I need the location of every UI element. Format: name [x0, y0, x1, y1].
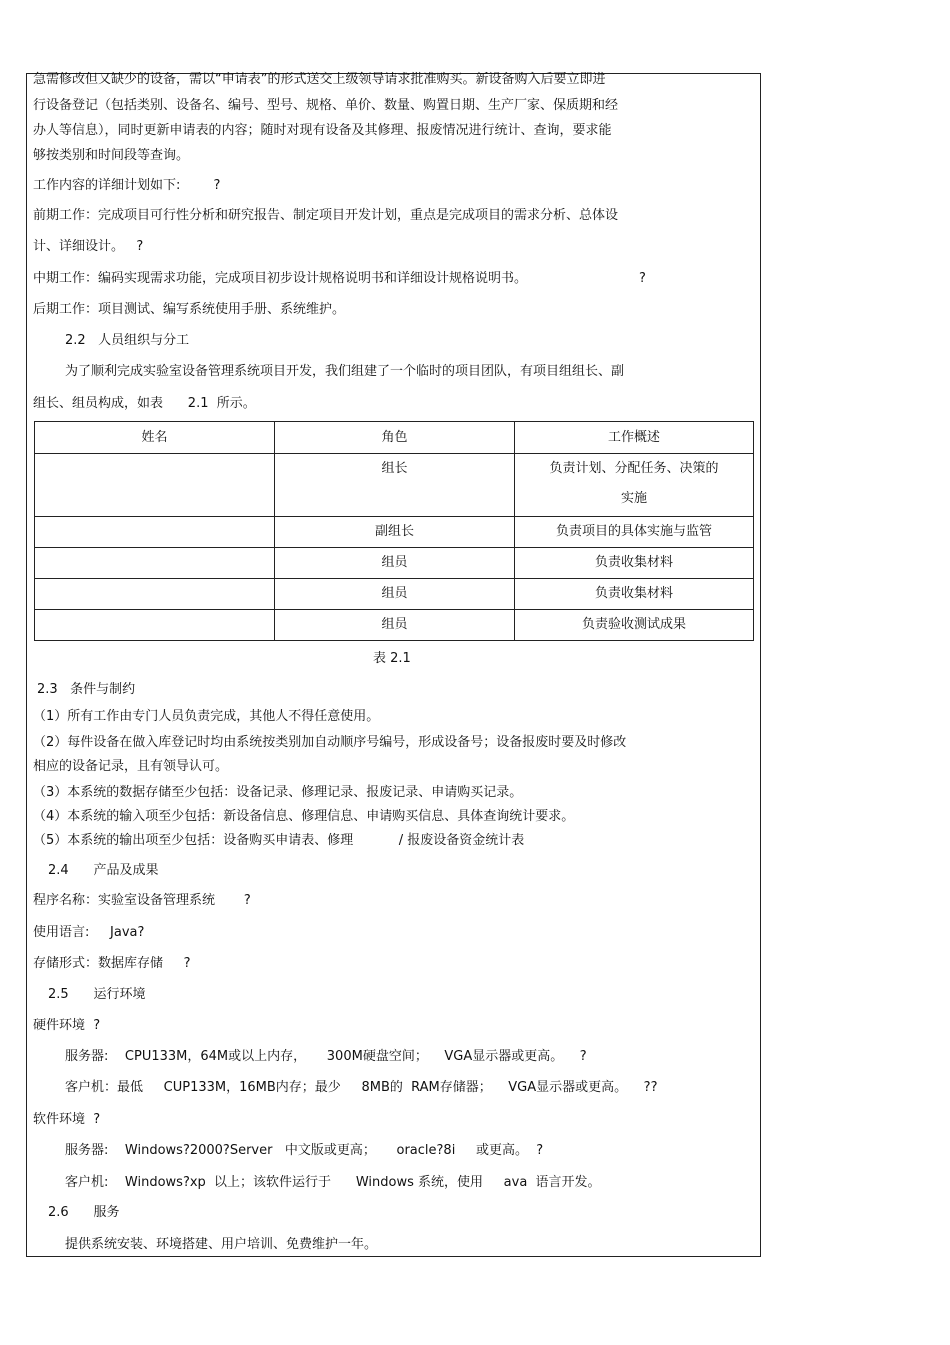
table-row	[35, 454, 754, 517]
intro-line-4: 够按类别和时间段等查询。	[33, 148, 190, 163]
constraint-item: 相应的设备记录，且有领导认可。	[33, 759, 229, 774]
section-2-2-para-line-2: 组长、组员构成，如表 2.1 所示。	[33, 396, 256, 411]
cell-role: 组员	[275, 610, 515, 641]
software-client: 客户机: Windows?xp 以上；该软件运行于 Windows 系统，使用 ava 语言开发。	[65, 1175, 601, 1190]
cell-description: 负责收集材料	[515, 548, 754, 579]
column-header-role: 角色	[275, 422, 515, 454]
column-header-description: 工作概述	[515, 422, 754, 454]
column-header-name: 姓名	[35, 422, 275, 454]
staff-table	[34, 421, 754, 641]
storage-form: 存储形式：数据库存储 ?	[33, 956, 191, 971]
cell-role: 组长	[275, 454, 515, 517]
constraint-item: （1）所有工作由专门人员负责完成，其他人不得任意使用。	[33, 709, 380, 724]
cell-name	[35, 454, 275, 517]
intro-line-1: 急需修改但又缺少的设备，需以“申请表”的形式送交上级领导请求批准购买。新设备购入后要立即进	[33, 72, 606, 87]
cell-description: 负责收集材料	[515, 579, 754, 610]
plan-middle-mark: ?	[639, 271, 646, 286]
hardware-server: 服务器: CPU133M，64M或以上内存， 300M硬盘空间； VGA显示器或更高。 ?	[65, 1049, 587, 1064]
program-language: 使用语言: Java?	[33, 925, 145, 940]
cell-description: 负责验收测试成果	[515, 610, 754, 641]
section-2-2-para-line-1: 为了顺利完成实验室设备管理系统项目开发，我们组建了一个临时的项目团队，有项目组组长、副	[65, 364, 625, 379]
section-2-5-heading: 2.5 运行环境	[48, 987, 146, 1002]
software-server: 服务器: Windows?2000?Server 中文版或更高； oracle?8i 或更高。 ?	[65, 1143, 544, 1158]
staff-table-header-row	[35, 422, 754, 454]
section-2-3-heading: 2.3 条件与制约	[37, 682, 136, 697]
cell-name	[35, 548, 275, 579]
cell-role: 组员	[275, 579, 515, 610]
cell-name	[35, 579, 275, 610]
service-text: 提供系统安装、环境搭建、用户培训、免费维护一年。	[65, 1237, 378, 1252]
cell-description: 负责项目的具体实施与监管	[515, 517, 754, 548]
software-environment-label: 软件环境 ?	[33, 1112, 101, 1127]
table-caption: 表 2.1	[373, 651, 411, 666]
program-name: 程序名称：实验室设备管理系统 ?	[33, 893, 251, 908]
hardware-client: 客户机：最低 CUP133M，16MB内存；最少 8MB的 RAM存储器； VGA显示器或更高。 ??	[65, 1080, 658, 1095]
cell-name	[35, 610, 275, 641]
hardware-environment-label: 硬件环境 ?	[33, 1018, 101, 1033]
plan-early-line-1: 前期工作：完成项目可行性分析和研究报告、制定项目开发计划，重点是完成项目的需求分析、总体设	[33, 208, 619, 223]
cell-name	[35, 517, 275, 548]
cell-description: 负责计划、分配任务、决策的实施	[515, 454, 754, 517]
section-2-6-heading: 2.6 服务	[48, 1205, 120, 1220]
table-row	[35, 579, 754, 610]
plan-heading: 工作内容的详细计划如下: ?	[33, 178, 221, 193]
table-row	[35, 548, 754, 579]
intro-line-3: 办人等信息），同时更新申请表的内容；随时对现有设备及其修理、报废情况进行统计、查询，要求能	[33, 123, 612, 138]
constraint-item: （3）本系统的数据存储至少包括：设备记录、修理记录、报废记录、申请购买记录。	[33, 785, 523, 800]
intro-line-2: 行设备登记（包括类别、设备名、编号、型号、规格、单价、数量、购置日期、生产厂家、保质期和经	[33, 98, 619, 113]
section-2-2-heading: 2.2 人员组织与分工	[65, 333, 190, 348]
plan-middle: 中期工作：编码实现需求功能，完成项目初步设计规格说明书和详细设计规格说明书。	[33, 271, 528, 286]
table-row	[35, 610, 754, 641]
constraint-item: （4）本系统的输入项至少包括：新设备信息、修理信息、申请购买信息、具体查询统计要求。	[33, 809, 575, 824]
constraint-item: （2）每件设备在做入库登记时均由系统按类别加自动顺序号编号，形成设备号；设备报废时要及时修改	[33, 735, 627, 750]
section-2-4-heading: 2.4 产品及成果	[48, 863, 159, 878]
cell-role: 组员	[275, 548, 515, 579]
plan-early-line-2: 计、详细设计。 ?	[33, 239, 144, 254]
table-row	[35, 517, 754, 548]
cell-role: 副组长	[275, 517, 515, 548]
plan-late: 后期工作：项目测试、编写系统使用手册、系统维护。	[33, 302, 346, 317]
constraint-item: （5）本系统的输出项至少包括：设备购买申请表、修理 / 报废设备资金统计表	[33, 833, 525, 848]
